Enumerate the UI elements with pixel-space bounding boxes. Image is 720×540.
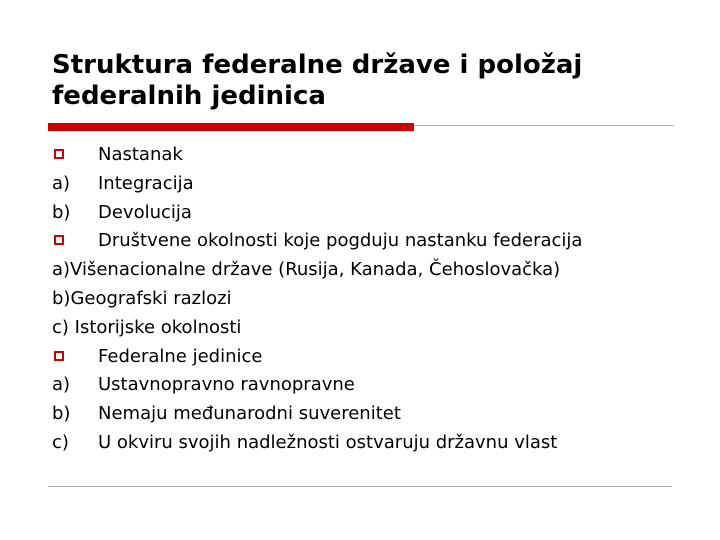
list-item — [52, 141, 692, 170]
list-item — [52, 256, 692, 285]
bullet-marker — [52, 141, 98, 170]
footer-divider-line — [48, 486, 672, 487]
list-item — [52, 400, 692, 429]
list-item — [52, 343, 692, 372]
square-bullet-icon — [54, 351, 64, 361]
bullet-marker: a) — [52, 374, 71, 396]
square-bullet-icon — [54, 149, 64, 159]
square-bullet-icon — [54, 235, 64, 245]
bullet-marker: b) — [52, 201, 71, 223]
title-divider-line — [414, 125, 674, 126]
bullet-text: Nastanak — [98, 144, 183, 165]
bullet-text: U okviru svojih nadležnosti ostvaruju državnu vlast — [98, 431, 558, 453]
list-item — [52, 314, 692, 343]
bullet-text: Ustavnopravno ravnopravne — [98, 374, 355, 396]
bullet-marker — [52, 343, 98, 372]
list-item — [52, 199, 692, 228]
bullet-text: Nemaju međunarodni suverenitet — [98, 403, 401, 425]
list-item — [52, 371, 692, 400]
list-item — [52, 170, 692, 199]
bullet-text: c) Istorijske okolnosti — [52, 316, 242, 338]
bullet-list — [52, 141, 692, 458]
title-line-2: federalnih jedinica — [52, 81, 326, 111]
bullet-text: Integracija — [98, 172, 194, 194]
bullet-marker — [52, 227, 98, 256]
bullet-text: b)Geografski razlozi — [52, 287, 232, 309]
bullet-text: a)Višenacionalne države (Rusija, Kanada, Čehoslovačka) — [52, 259, 561, 281]
title-line-1: Struktura federalne države i položaj — [52, 50, 583, 80]
bullet-text: Federalne jedinice — [98, 345, 263, 367]
bullet-marker: b) — [52, 403, 71, 425]
bullet-text: Društvene okolnosti koje pogduju nastanku federacija — [98, 230, 583, 252]
title-accent-bar — [48, 123, 414, 131]
list-item — [52, 429, 692, 458]
bullet-marker: c) — [52, 431, 69, 453]
bullet-text: Devolucija — [98, 201, 192, 223]
slide-title — [52, 50, 692, 112]
bullet-marker: a) — [52, 172, 71, 194]
list-item — [52, 227, 692, 256]
list-item — [52, 285, 692, 314]
